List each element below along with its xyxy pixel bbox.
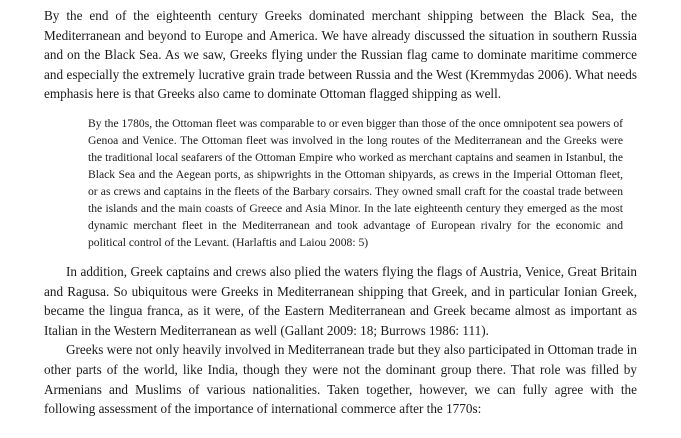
- blockquote-text: By the 1780s, the Ottoman fleet was comparable to or even bigger than those of the once omnipotent sea powers of Genoa and Venice. The Ottoman fleet was involved in the long routes of the Mediterranean and the Greeks were the traditional local seafarers of the Ottoman Empire who worked as merchant captains and seamen in Istanbul, the Black Sea and the Aegean ports, as shipwrights in the Ottoman shipyards, as crews in the Imperial Ottoman fleet, or as crews and captains in the fleets of the Barbary corsairs. They owned small craft for the coastal trade between the islands and the main coasts of Greece and Asia Minor. In the late eighteenth century they emerged as the most dynamic merchant fleet in the Mediterranean and took advantage of European rivalry for the economic and political control of the Levant. (Harlaftis and Laiou 2008: 5): [88, 116, 623, 249]
- blockquote-harlaftis-laiou: [44, 115, 637, 251]
- paragraph-3: Greeks were not only heavily involved in Mediterranean trade but they also participated in Ottoman trade in other parts of the world, like India, though they were not the dominant group there. That role was filled by Armenians and Muslims of various nationalities. Taken together, however, we can fully agree with the following assessment of the importance of international commerce after the 1770s:: [44, 342, 637, 417]
- paragraph-2: In addition, Greek captains and crews also plied the waters flying the flags of Austria, Venice, Great Britain and Ragusa. So ubiquitous were Greeks in Mediterranean shipping that Greek, and in particular Ionian Greek, became the lingua franca, as it were, of the Eastern Mediterranean and Greek became almost as important as Italian in the Western Mediterranean as well (Gallant 2009: 18; Burrows 1986: 111).: [44, 263, 637, 338]
- paragraph-1: By the end of the eighteenth century Greeks dominated merchant shipping between the Black Sea, the Mediterranean and beyond to Europe and America. We have already discussed the situation in southern Russia and on the Black Sea. As we saw, Greeks flying under the Russian flag came to dominate maritime commerce and especially the extremely lucrative grain trade between Russia and the West (Kremmydas 2006). What needs emphasis here is that Greeks also came to dominate Ottoman flagged shipping as well.: [44, 8, 637, 102]
